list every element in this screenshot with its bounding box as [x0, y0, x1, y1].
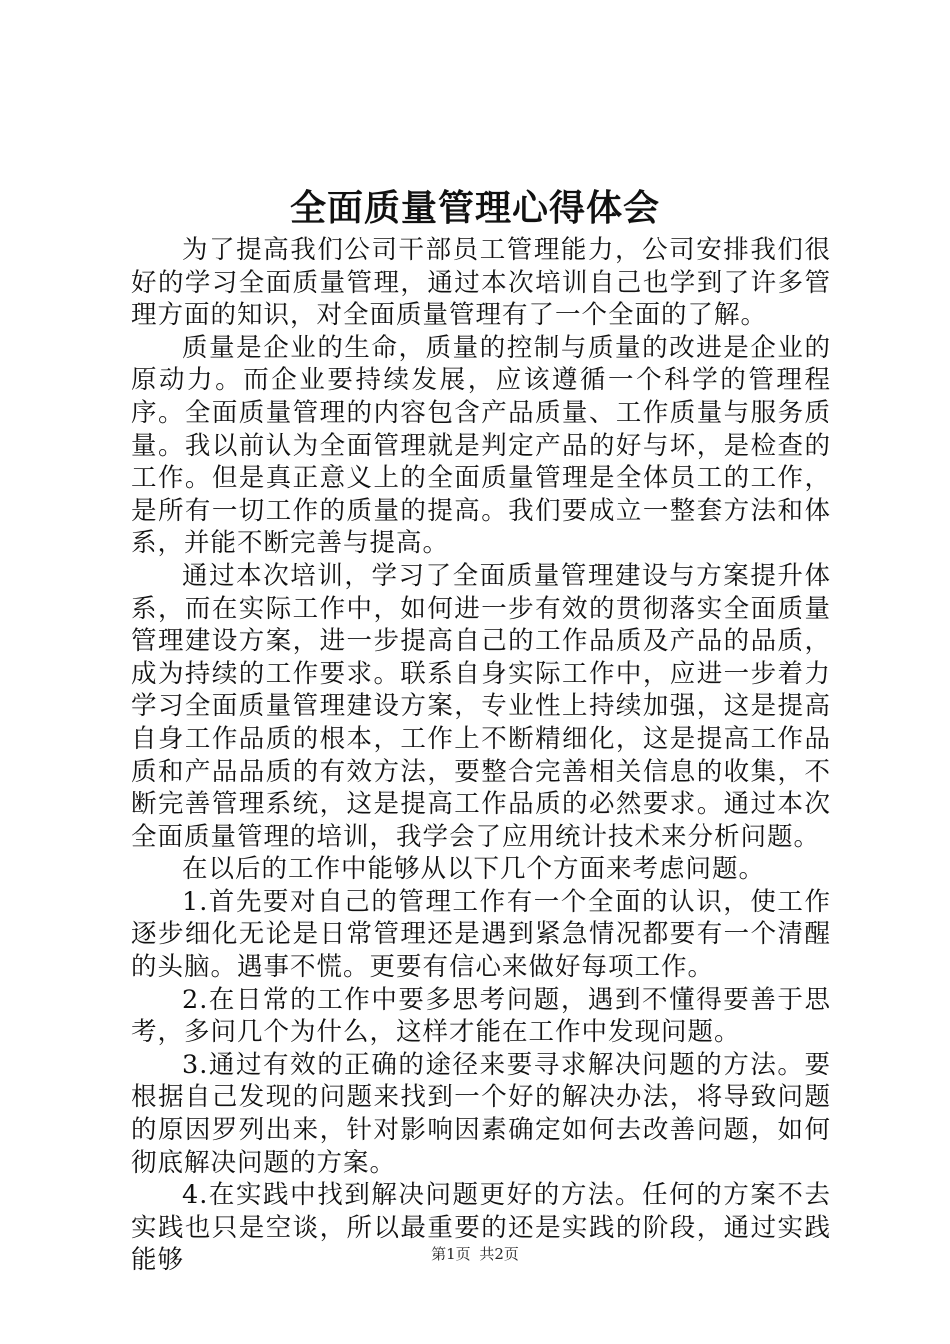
paragraph: 在以后的工作中能够从以下几个方面来考虑问题。: [182, 854, 766, 885]
list-item-2: 2.在日常的工作中要多思考问题，遇到不懂得要善于思考，多问几个为什么，这样才能在工作中发现问题。: [131, 984, 831, 1048]
page-footer: [0, 1244, 950, 1264]
paragraph: 质量是企业的生命，质量的控制与质量的改进是企业的原动力。而企业要持续发展，应该遵循一个科学的管理程序。全面质量管理的内容包含产品质量、工作质量与服务质量。我以前认为全面管理就是判定产品的好与坏，是检查的工作。但是真正意义上的全面质量管理是全体员工的工作，是所有一切工作的质量的提高。我们要成立一整套方法和体系，并能不断完善与提高。: [131, 332, 831, 559]
page-number: 第1页: [431, 1245, 471, 1263]
page-total: 共2页: [479, 1245, 519, 1263]
list-item-4: 4.在实践中找到解决问题更好的方法。任何的方案不去实践也只是空谈，所以最重要的还是实践的阶段，通过实践能够: [131, 1180, 831, 1276]
paragraph: 为了提高我们公司干部员工管理能力，公司安排我们很好的学习全面质量管理，通过本次培训自己也学到了许多管理方面的知识，对全面质量管理有了一个全面的了解。: [131, 235, 831, 331]
document-title: 全面质量管理心得体会: [289, 187, 660, 229]
paragraph: 通过本次培训，学习了全面质量管理建设与方案提升体系，而在实际工作中，如何进一步有效的贯彻落实全面质量管理建设方案，进一步提高自己的工作品质及产品的品质，成为持续的工作要求。联系自身实际工作中，应进一步着力学习全面质量管理建设方案，专业性上持续加强，这是提高自身工作品质的根本，工作上不断精细化，这是提高工作品质和产品品质的有效方法，要整合完善相关信息的收集，不断完善管理系统，这是提高工作品质的必然要求。通过本次全面质量管理的培训，我学会了应用统计技术来分析问题。: [131, 560, 831, 852]
list-item-3: 3.通过有效的正确的途径来要寻求解决问题的方法。要根据自己发现的问题来找到一个好的解决办法，将导致问题的原因罗列出来，针对影响因素确定如何去改善问题，如何彻底解决问题的方案。: [131, 1049, 831, 1178]
document-body: [131, 234, 831, 1277]
list-item-1: 1.首先要对自己的管理工作有一个全面的认识，使工作逐步细化无论是日常管理还是遇到紧急情况都要有一个清醒的头脑。遇事不慌。更要有信心来做好每项工作。: [131, 886, 831, 983]
